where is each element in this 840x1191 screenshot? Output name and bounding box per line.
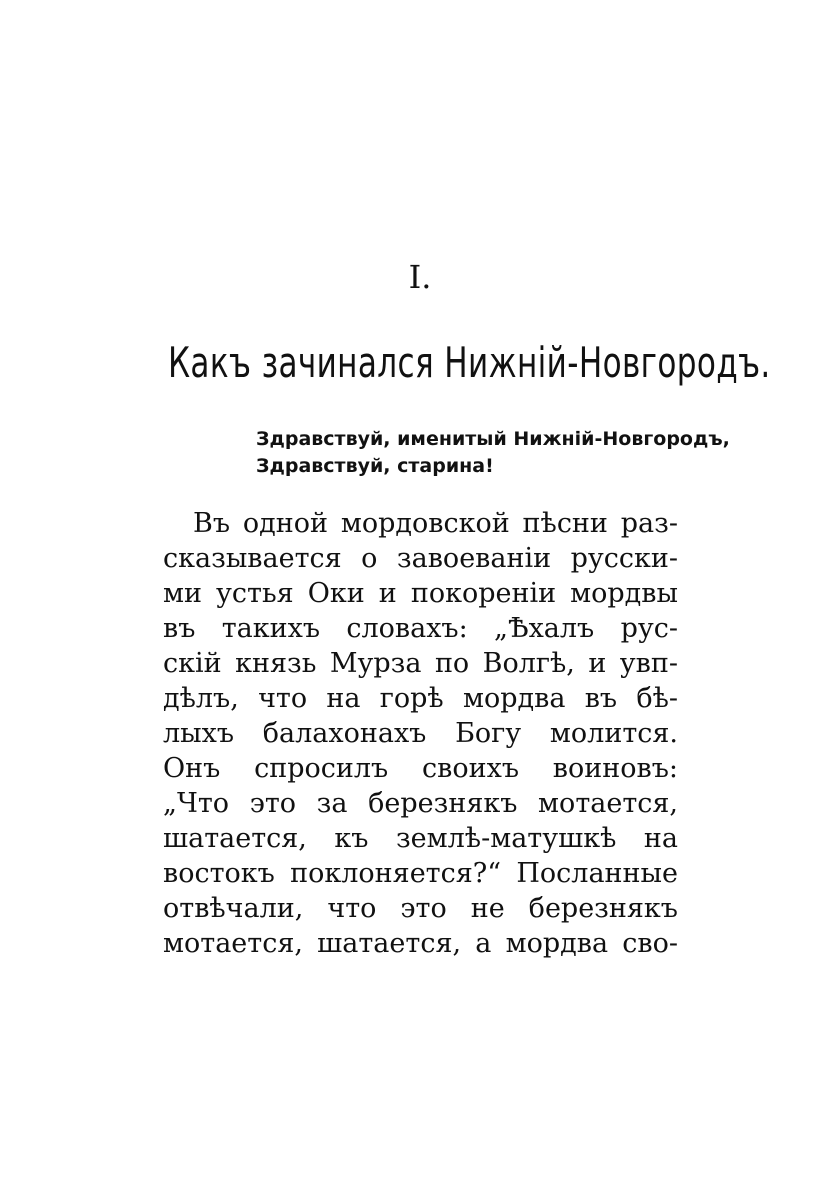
- text-line: дѣлъ, что на горѣ мордва въ бѣ-: [163, 683, 678, 714]
- text-line: Онъ спросилъ своихъ воиновъ:: [163, 753, 678, 784]
- text-line: отвѣчали, что это не березнякъ: [163, 893, 678, 924]
- body-paragraph: [163, 506, 678, 961]
- text-line: сказывается о завоеваніи русски-: [163, 543, 678, 574]
- text-line: „Что это за березнякъ мотается,: [163, 788, 678, 819]
- chapter-title: Какъ зачинался Нижній-Новгородъ.: [168, 338, 771, 387]
- text-line: востокъ поклоняется?“ Посланные: [163, 858, 678, 889]
- text-line: мотается, шатается, а мордва сво-: [163, 928, 678, 959]
- text-line: лыхъ балахонахъ Богу молится.: [163, 718, 678, 749]
- text-line: скій князь Мурза по Волгѣ, и увп-: [163, 648, 678, 679]
- epigraph: [256, 426, 730, 480]
- chapter-number-text: I.: [408, 258, 432, 296]
- epigraph-line: Здравствуй, именитый Нижній-Новгородъ,: [256, 428, 730, 450]
- epigraph-line: Здравствуй, старина!: [256, 455, 494, 477]
- chapter-number: [0, 258, 840, 296]
- text-line: Въ одной мордовской пѣсни раз-: [193, 508, 678, 539]
- text-line: ми устья Оки и покореніи мордвы: [163, 578, 678, 609]
- text-line: шатается, къ землѣ-матушкѣ на: [163, 823, 678, 854]
- text-line: въ такихъ словахъ: „Ѣхалъ рус-: [163, 613, 678, 644]
